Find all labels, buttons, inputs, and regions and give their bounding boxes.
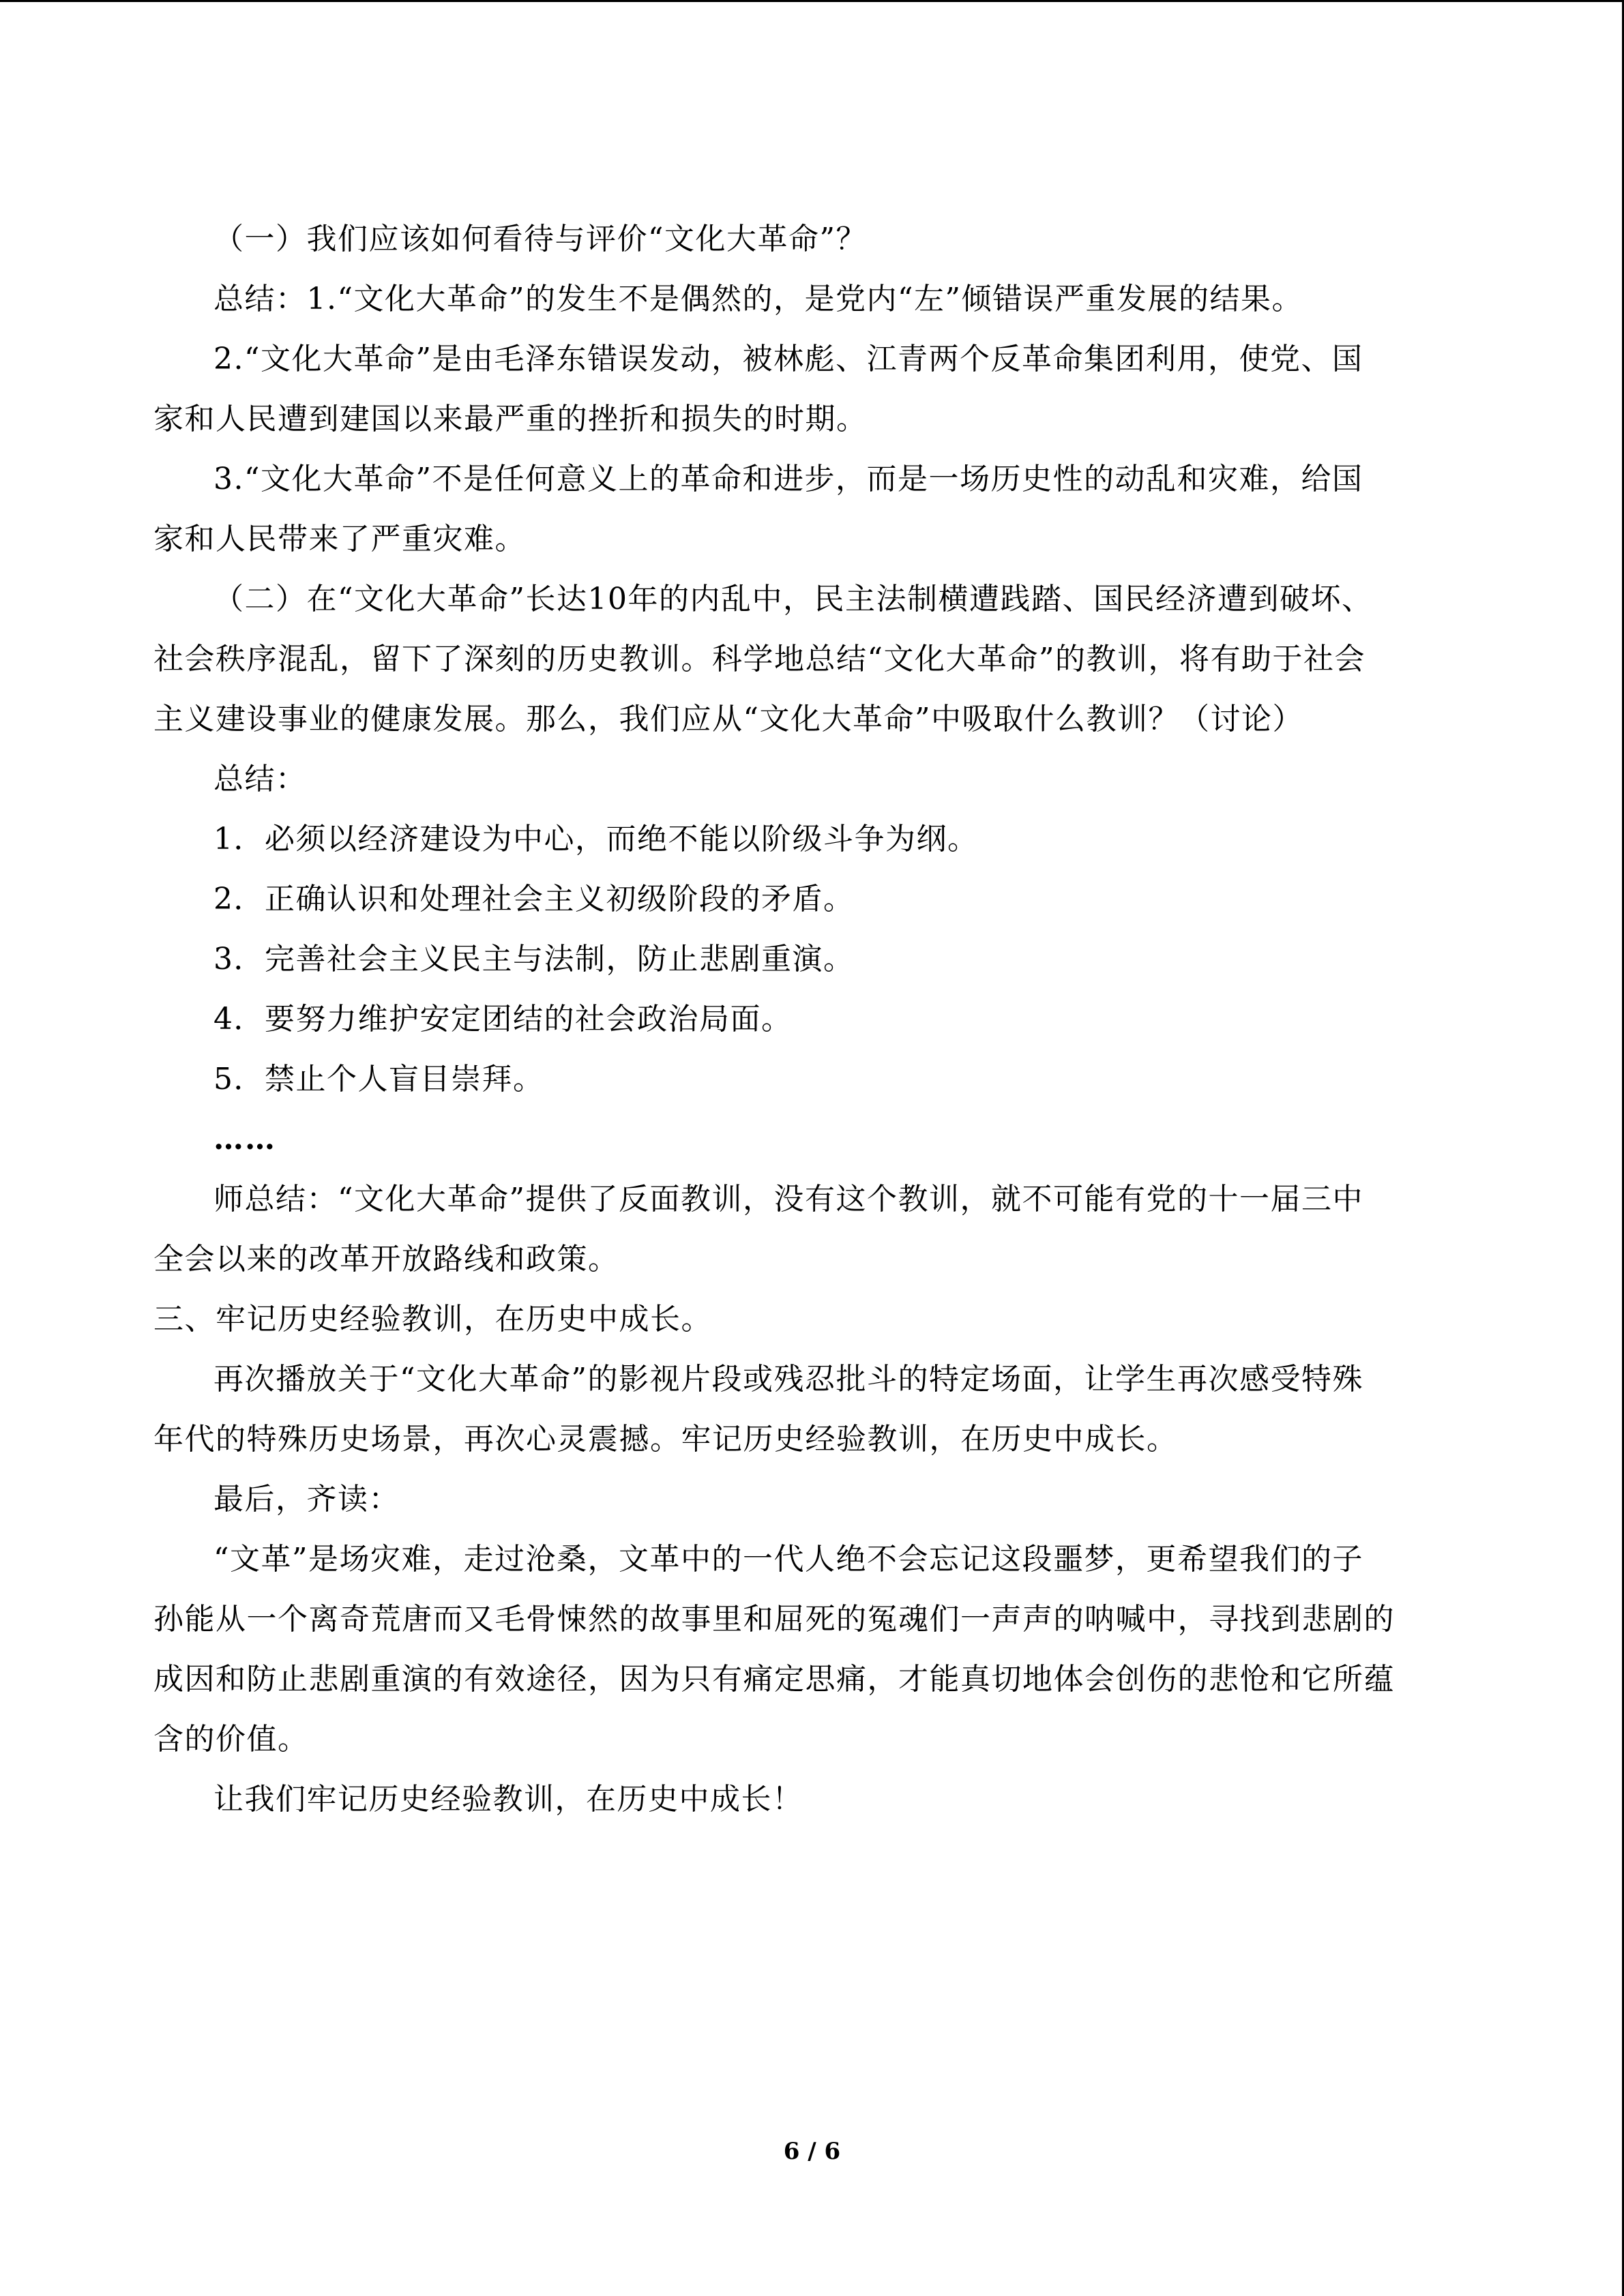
read-aloud-label: 最后，齐读： xyxy=(213,1482,400,1517)
replay-paragraph-line-2: 年代的特殊历史场景，再次心灵震撼。牢记历史经验教训，在历史中成长。 xyxy=(153,1422,1178,1457)
summary-point-3-line-1: 3.“文化大革命”不是任何意义上的革命和进步，而是一场历史性的动乱和灾难，给国 xyxy=(213,462,1363,496)
closing-paragraph-line-2: 孙能从一个离奇荒唐而又毛骨悚然的故事里和屈死的冤魂们一声声的呐喊中，寻找到悲剧的 xyxy=(153,1602,1395,1637)
list-ellipsis: …… xyxy=(213,1122,276,1157)
teacher-summary-line-1: 师总结：“文化大革命”提供了反面教训，没有这个教训，就不可能有党的十一届三中 xyxy=(213,1182,1363,1217)
replay-paragraph-line-1: 再次播放关于“文化大革命”的影视片段或残忍批斗的特定场面，让学生再次感受特殊 xyxy=(213,1362,1363,1397)
lesson-item-2: 2．正确认识和处理社会主义初级阶段的矛盾。 xyxy=(213,882,855,916)
section-heading-lessons-line-3: 主义建设事业的健康发展。那么，我们应从“文化大革命”中吸取什么教训？（讨论） xyxy=(153,702,1303,736)
section-heading-three: 三、牢记历史经验教训，在历史中成长。 xyxy=(153,1302,712,1337)
closing-paragraph-line-3: 成因和防止悲剧重演的有效途径，因为只有痛定思痛，才能真切地体会创伤的悲怆和它所蕴 xyxy=(153,1662,1395,1697)
lesson-item-3: 3．完善社会主义民主与法制，防止悲剧重演。 xyxy=(213,942,855,976)
teacher-summary-line-2: 全会以来的改革开放路线和政策。 xyxy=(153,1242,619,1277)
section-heading-lessons-line-2: 社会秩序混乱，留下了深刻的历史教训。科学地总结“文化大革命”的教训，将有助于社会 xyxy=(153,642,1365,676)
page-number: 6 / 6 xyxy=(783,2138,841,2165)
lesson-item-5: 5．禁止个人盲目崇拜。 xyxy=(213,1062,544,1097)
summary-point-3-line-2: 家和人民带来了严重灾难。 xyxy=(153,522,526,556)
closing-paragraph-line-4: 含的价值。 xyxy=(153,1722,309,1757)
lesson-item-1: 1．必须以经济建设为中心，而绝不能以阶级斗争为纲。 xyxy=(213,822,979,856)
summary-point-2-line-2: 家和人民遭到建国以来最严重的挫折和损失的时期。 xyxy=(153,402,868,436)
lesson-item-4: 4．要努力维护安定团结的社会政治局面。 xyxy=(213,1002,793,1037)
summary-point-1: 总结：1.“文化大革命”的发生不是偶然的，是党内“左”倾错误严重发展的结果。 xyxy=(213,282,1303,316)
document-body xyxy=(153,209,1456,1830)
summary-point-2-line-1: 2.“文化大革命”是由毛泽东错误发动，被林彪、江青两个反革命集团利用，使党、国 xyxy=(213,342,1363,376)
section-heading-evaluation: （一）我们应该如何看待与评价“文化大革命”？ xyxy=(213,222,867,256)
final-slogan: 让我们牢记历史经验教训，在历史中成长！ xyxy=(213,1782,803,1817)
closing-paragraph-line-1: “文革”是场灾难，走过沧桑，文革中的一代人绝不会忘记这段噩梦，更希望我们的子 xyxy=(213,1542,1363,1577)
section-heading-lessons-line-1: （二）在“文化大革命”长达10年的内乱中，民主法制横遭践踏、国民经济遭到破坏、 xyxy=(213,582,1373,616)
lessons-summary-label: 总结： xyxy=(213,762,307,796)
